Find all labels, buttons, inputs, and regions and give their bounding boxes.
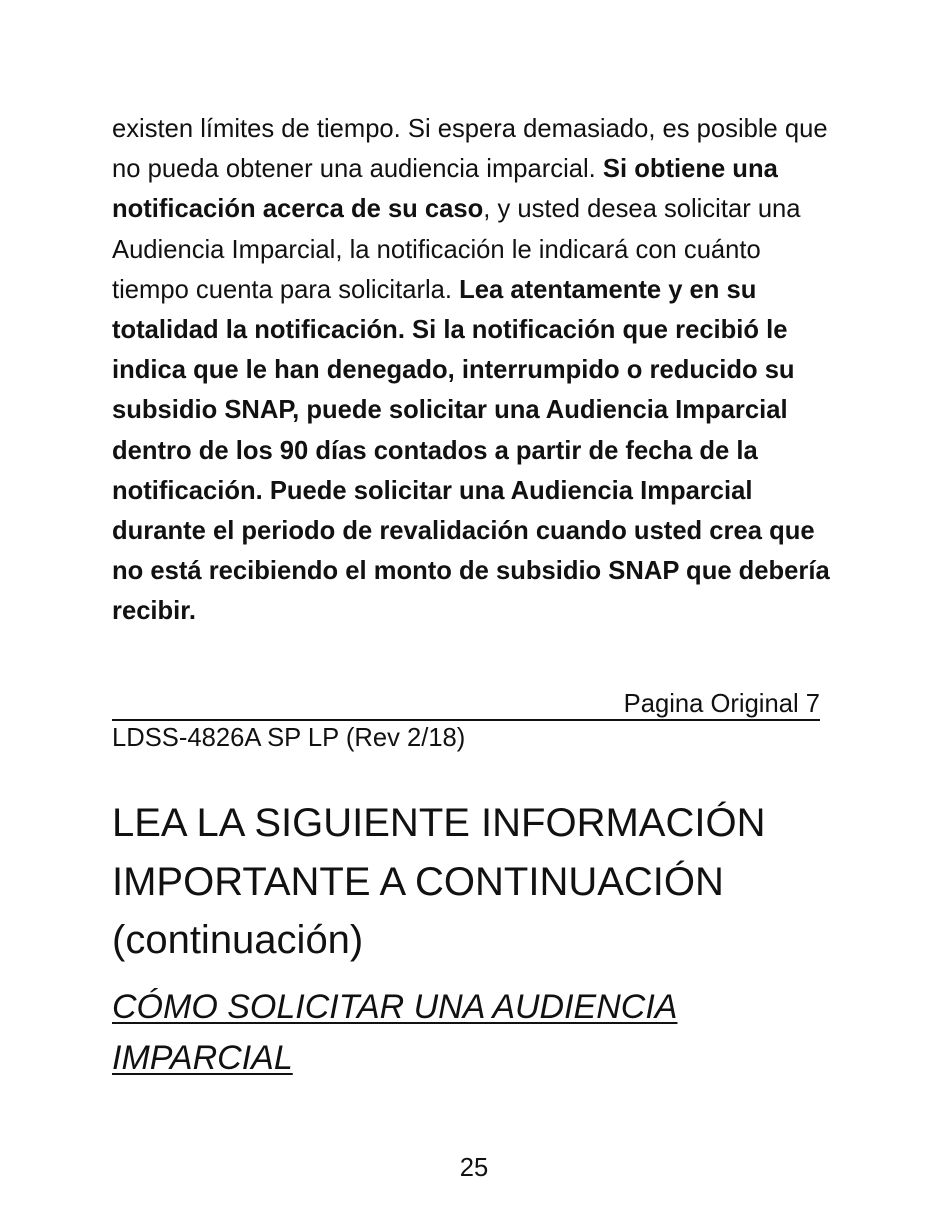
form-code: LDSS-4826A SP LP (Rev 2/18)	[112, 724, 466, 752]
section-subheading: CÓMO SOLICITAR UNA AUDIENCIA IMPARCIAL	[112, 988, 678, 1077]
body-paragraph	[112, 109, 832, 632]
paragraph-segment-1: existen límites de tiempo. Si espera demasiado, es posible que no pueda obtener una audiencia imparcial.	[112, 115, 828, 184]
section-heading: LEA LA SIGUIENTE INFORMACIÓN IMPORTANTE A CONTINUACIÓN (continuación)	[112, 801, 766, 962]
paragraph-segment-2-bold: Si obtiene una notificación acerca de su caso	[112, 155, 778, 224]
paragraph-segment-3: , y usted desea solicitar una Audiencia Imparcial, la notificación le indicará con cuánto tiempo cuenta para solicitarla.	[112, 195, 801, 304]
page-original-line	[112, 687, 820, 721]
page-original-label: Pagina Original 7	[623, 690, 820, 718]
paragraph-segment-4-bold: Lea atentamente y en su totalidad la notificación. Si la notificación que recibió le indica que le han denegado, interrumpido o reducido su subsidio SNAP, puede solicitar una Audiencia Imparcial dentro de los 90 días contados a partir de fecha de la notificación. Puede solicitar una Audiencia Imparcial durante el periodo de revalidación cuando usted crea que no está recibiendo el monto de subsidio SNAP que debería recibir.	[112, 275, 830, 626]
document-page	[112, 0, 832, 1230]
page-number: 25	[459, 1154, 489, 1182]
